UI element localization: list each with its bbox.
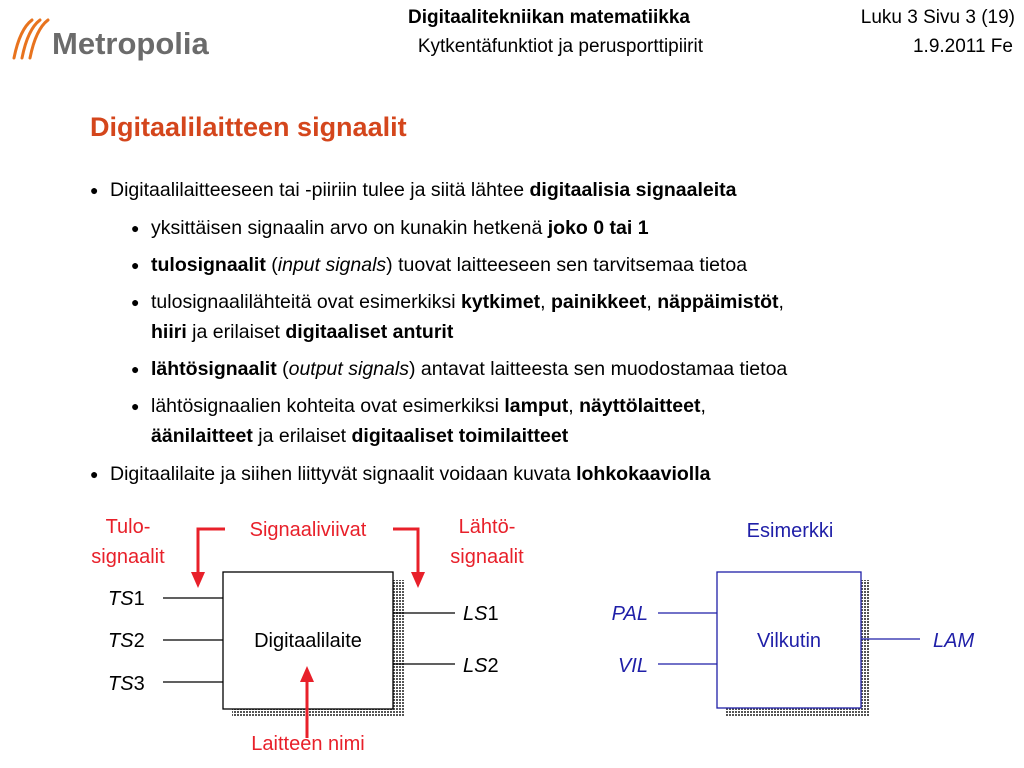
bullet-1c-cont: hiiri ja erilaiset digitaaliset anturit (151, 321, 454, 343)
metropolia-logo (8, 10, 223, 65)
bullet-1b: tulosignaalit (input signals) tuovat laitteeseen sen tarvitsemaa tietoa (151, 254, 748, 276)
bullet-2: Digitaalilaite ja siihen liittyvät signaalit voidaan kuvata lohkokaaviolla (110, 463, 711, 485)
input-signals-label-1: Tulo- (105, 516, 151, 538)
output-signals-label-1: Lähtö- (458, 516, 516, 538)
example-input-vil: VIL (617, 655, 648, 677)
topic-title: Kytkentäfunktiot ja perusporttipiirit (417, 36, 703, 57)
bullet-1e: lähtösignaalien kohteita ovat esimerkiksi lamput, näyttölaitteet, (151, 395, 706, 417)
bullet-icon: ● (90, 182, 99, 198)
logo-text: Metropolia (52, 26, 209, 61)
bullet-1e-cont: äänilaitteet ja erilaiset digitaaliset toimilaitteet (151, 425, 569, 447)
device-name-label: Laitteen nimi (251, 733, 365, 755)
example-block-label: Vilkutin (756, 630, 822, 652)
input-signal-ts3: TS3 (108, 673, 145, 695)
logo-mark-icon (14, 20, 48, 58)
arrowhead-icon (191, 572, 205, 588)
output-signal-ls2: LS2 (463, 655, 499, 677)
bullet-1c: tulosignaalilähteitä ovat esimerkiksi kytkimet, painikkeet, näppäimistöt, (151, 291, 784, 313)
date-info: 1.9.2011 Fe (912, 36, 1013, 57)
example-title: Esimerkki (746, 520, 834, 542)
page-info: Luku 3 Sivu 3 (19) (860, 7, 1015, 28)
input-signal-ts2: TS2 (108, 630, 145, 652)
output-signal-ls1: LS1 (463, 603, 499, 625)
arrowhead-icon (411, 572, 425, 588)
bullet-icon: ● (131, 220, 140, 236)
device-block-diagram (91, 516, 524, 755)
output-signals-label-2: signaalit (450, 546, 524, 568)
device-block-label: Digitaalilaite (254, 630, 362, 652)
block-diagrams (0, 500, 1024, 768)
input-signals-label-2: signaalit (91, 546, 165, 568)
bullet-icon: ● (131, 398, 140, 414)
signal-lines-label: Signaaliviivat (249, 519, 367, 541)
slide-title: Digitaalilaitteen signaalit (90, 112, 407, 142)
bullet-1a: yksittäisen signaalin arvo on kunakin hetkenä joko 0 tai 1 (151, 217, 649, 239)
input-signal-ts1: TS1 (108, 588, 145, 610)
bullet-icon: ● (90, 466, 99, 482)
course-title: Digitaalitekniikan matematiikka (408, 7, 690, 28)
bullet-icon: ● (131, 361, 140, 377)
bullet-1: Digitaalilaitteeseen tai -piiriin tulee ja siitä lähtee digitaalisia signaaleita (110, 179, 737, 201)
bullet-icon: ● (131, 294, 140, 310)
example-input-pal: PAL (611, 603, 648, 625)
bullet-icon: ● (131, 257, 140, 273)
example-block-diagram (612, 520, 975, 716)
example-output-lam: LAM (933, 630, 975, 652)
bullet-1d: lähtösignaalit (output signals) antavat laitteesta sen muodostamaa tietoa (151, 358, 788, 380)
